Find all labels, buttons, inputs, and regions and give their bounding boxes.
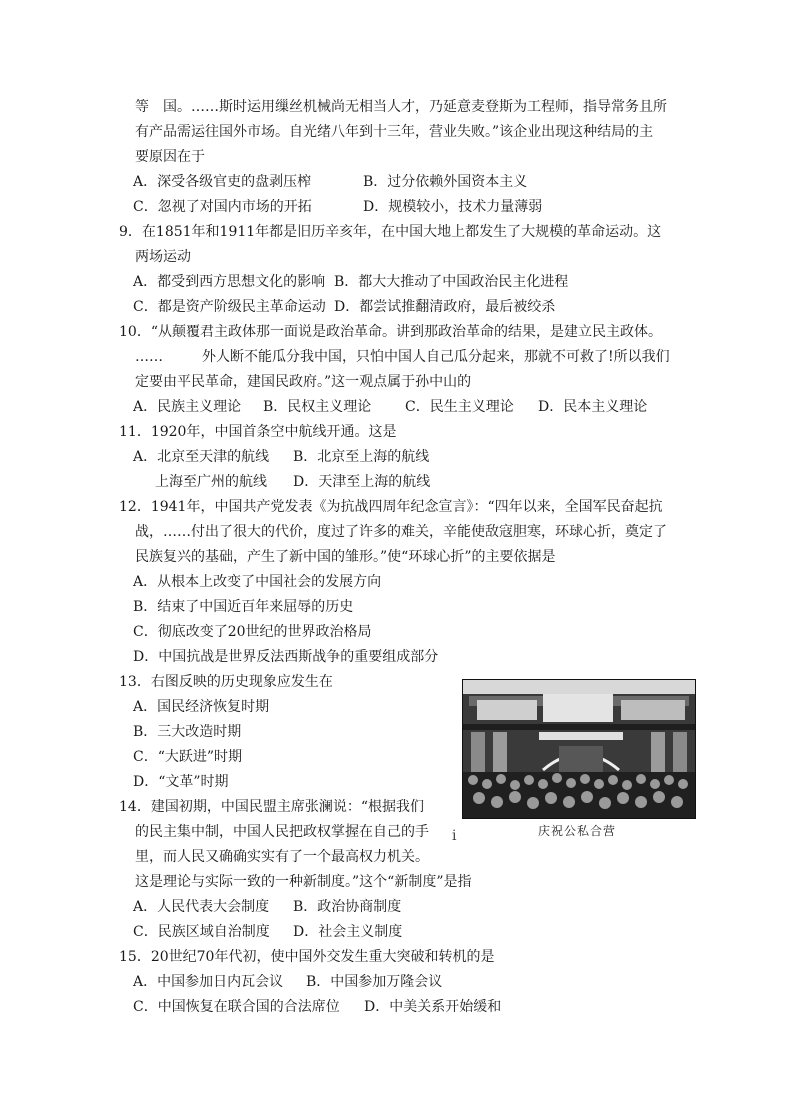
q12-text-line-2: 战，……付出了很大的代价，度过了许多的难关，辛能使敌寇胆寒，环球心折，奠定了 [135,524,667,540]
q8-option-c: C．忽视了对国内市场的开拓 [133,199,312,215]
q9-option-b: B．都大大推动了中国政治民主化进程 [334,274,569,290]
q10-text-line-2a: …… [135,349,163,365]
q12-option-d: D．中国抗战是世界反法西斯战争的重要组成部分 [133,649,439,665]
q13-option-d: D．“文革”时期 [133,774,229,790]
q15-option-a: A．中国参加日内瓦会议 [133,974,284,990]
q14-text-line-1: 14．建国初期，中国民盟主席张澜说：“根据我们 [119,799,424,815]
q10-option-d: D．民本主义理论 [538,399,648,415]
q14-option-b: B．政治协商制度 [293,899,402,915]
q8-option-b: B．过分依赖外国资本主义 [363,174,528,190]
q10-text-line-2b: 外人断不能瓜分我中国，只怕中国人自己瓜分起来，那就不可救了!所以我们 [202,349,670,365]
q11-option-b: B．北京至上海的航线 [293,449,430,465]
q14-option-a: A．人民代表大会制度 [133,899,270,915]
q13-text-line-1: 13．右图反映的历史现象应发生在 [119,674,333,690]
q13-option-a: A．国民经济恢复时期 [133,699,270,715]
q10-option-b: B．民权主义理论 [263,399,372,415]
q9-option-c: C．都是资产阶级民主革命运动 [133,299,326,315]
q14-text-line-3: 里，而人民又确确实实有了一个最高权力机关。 [135,849,429,865]
q13-option-b: B．三大改造时期 [133,724,242,740]
q15-option-c: C．中国恢复在联合国的合法席位 [133,999,340,1015]
q10-option-c: C．民生主义理论 [405,399,514,415]
q14-option-d: D．社会主义制度 [293,924,403,940]
q13-option-c: C．“大跃进”时期 [133,749,243,765]
q9-option-a: A．都受到西方思想文化的影响 [133,274,326,290]
q15-option-b: B．中国参加万隆会议 [306,974,443,990]
q14-text-line-4: 这是理论与实际一致的一种新制度。”这个“新制度”是指 [135,874,472,890]
q12-text-line-1: 12．1941年，中国共产党发表《为抗战四周年纪念宣言》：“四年以来，全国军民奋起抗 [119,499,663,515]
q11-option-c: 上海至广州的航线 [155,474,267,490]
q11-text-line-1: 11．1920年，中国首条空中航线开通。这是 [119,424,397,440]
q15-text-line-1: 15．20世纪70年代初，使中国外交发生重大突破和转机的是 [119,949,495,965]
q8-option-d: D．规模较小，技术力量薄弱 [363,199,543,215]
q9-text-line-1: 9．在1851年和1911年都是旧历辛亥年，在中国大地上都发生了大规模的革命运动。这 [119,224,662,240]
q12-option-a: A．从根本上改变了中国社会的发展方向 [133,574,382,590]
scan-mark: i [452,828,457,844]
q10-text-line-3: 定要由平民革命，建国民政府。”这一观点属于孙中山的 [135,374,472,390]
q12-option-c: C．彻底改变了20世纪的世界政治格局 [133,624,372,640]
q10-text-line-1: 10．“从颠覆君主政体那一面说是政治革命。讲到那政治革命的结果，是建立民主政体。 [119,324,662,340]
q9-text-line-2: 两场运动 [135,249,191,265]
q10-option-a: A．民族主义理论 [133,399,242,415]
q9-option-d: D．都尝试推翻清政府，最后被绞杀 [334,299,556,315]
historical-photo [462,679,696,819]
q15-option-d: D．中美关系开始缓和 [364,999,502,1015]
q12-option-b: B．结束了中国近百年来屈辱的历史 [133,599,354,615]
photo-illustration [463,680,695,818]
q8-text-line-2: 有产品需运往国外市场。自光绪八年到十三年，营业失败。”该企业出现这种结局的主 [135,124,654,140]
q8-text-line-1: 等 国。……斯时运用缫丝机械尚无相当人才，乃延意麦登斯为工程师，指导常务且所 [135,99,667,115]
photo-caption: 庆祝公私合营 [538,824,617,838]
q12-text-line-3: 民族复兴的基础，产生了新中国的雏形。”使“环球心折”的主要依据是 [135,549,556,565]
q11-option-d: D．天津至上海的航线 [293,474,431,490]
q11-option-a: A．北京至天津的航线 [133,449,270,465]
q8-text-line-3: 要原因在于 [135,149,205,165]
q14-option-c: C．民族区域自治制度 [133,924,270,940]
q8-option-a: A．深受各级官吏的盘剥压榨 [133,174,312,190]
q14-text-line-2: 的民主集中制，中国人民把政权掌握在自己的手 [135,824,429,840]
